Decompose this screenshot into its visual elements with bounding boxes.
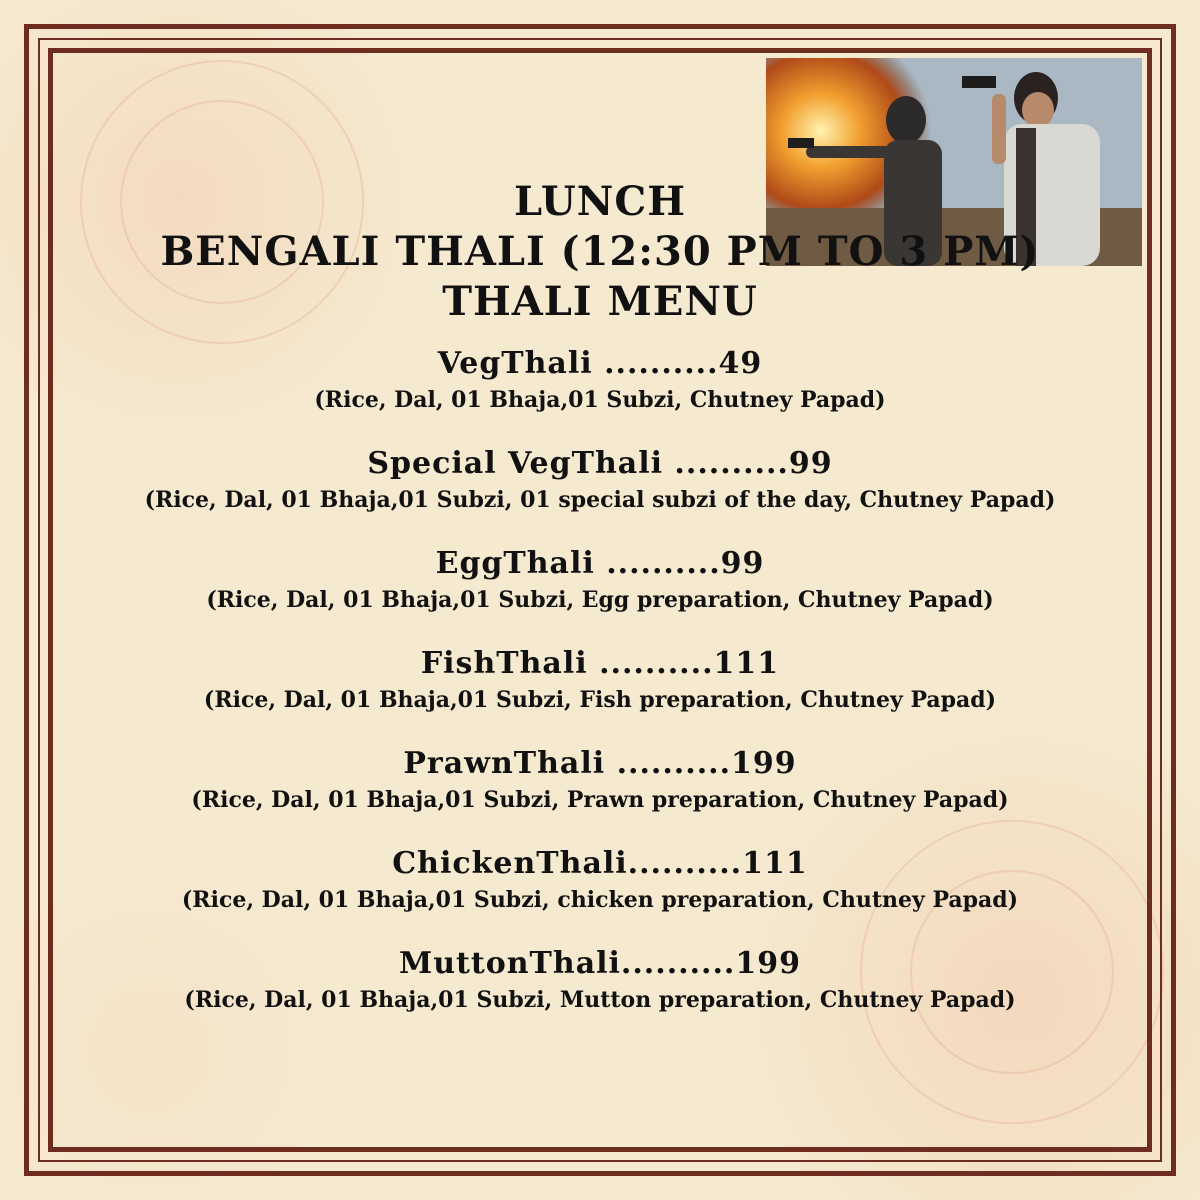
menu-item-description: (Rice, Dal, 01 Bhaja,01 Subzi, 01 special subzi of the day, Chutney Papad) bbox=[144, 487, 1056, 513]
menu-item-title: EggThali ..........99 bbox=[435, 546, 765, 581]
menu-item-description: (Rice, Dal, 01 Bhaja,01 Subzi, Egg preparation, Chutney Papad) bbox=[206, 587, 994, 613]
menu-item-description: (Rice, Dal, 01 Bhaja,01 Subzi, Prawn preparation, Chutney Papad) bbox=[191, 787, 1009, 813]
menu-item-description: (Rice, Dal, 01 Bhaja,01 Subzi, chicken preparation, Chutney Papad) bbox=[181, 887, 1019, 913]
thali-menu-heading: THALI MENU bbox=[442, 278, 758, 325]
menu-item-description: (Rice, Dal, 01 Bhaja,01 Subzi, Mutton preparation, Chutney Papad) bbox=[184, 987, 1016, 1013]
menu-item-title: Special VegThali ..........99 bbox=[367, 446, 833, 481]
menu-item-title: VegThali ..........49 bbox=[437, 346, 763, 381]
menu-item-description: (Rice, Dal, 01 Bhaja,01 Subzi, Fish preparation, Chutney Papad) bbox=[203, 687, 997, 713]
menu-item-title: MuttonThali..........199 bbox=[399, 946, 801, 981]
meal-heading: LUNCH bbox=[513, 178, 686, 225]
menu-item-title: PrawnThali ..........199 bbox=[403, 746, 797, 781]
menu-item-description: (Rice, Dal, 01 Bhaja,01 Subzi, Chutney Papad) bbox=[314, 387, 886, 413]
menu-item-title: FishThali ..........111 bbox=[420, 646, 780, 681]
thali-timing-heading: BENGALI THALI (12:30 PM TO 3 PM) bbox=[160, 228, 1040, 275]
menu-item-title: ChickenThali..........111 bbox=[392, 846, 808, 881]
